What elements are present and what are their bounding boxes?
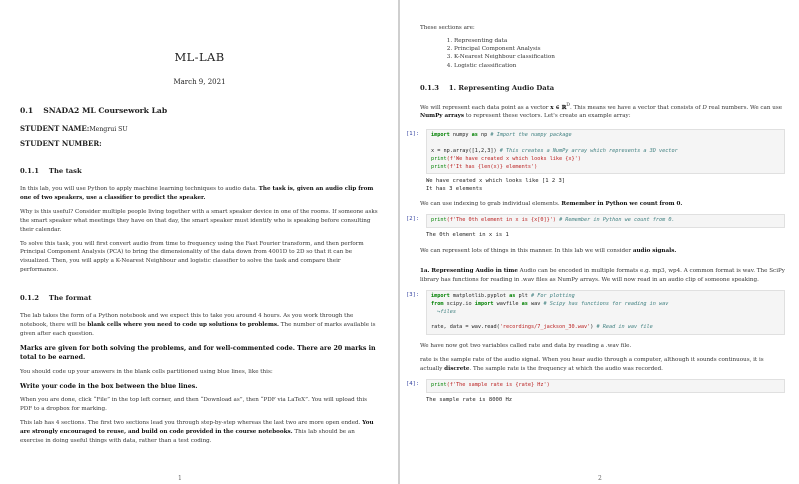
format-paragraph-1 — [20, 312, 379, 339]
code-comment: # For plotting — [530, 293, 575, 300]
text-run: to represent these vectors. Let's create an example array: — [464, 113, 631, 120]
code-input[interactable] — [426, 379, 785, 393]
text-run: . The sample rate is the frequency at which the audio was recorded. — [469, 366, 663, 373]
sections-intro: These sections are: — [420, 25, 475, 31]
student-number-label: STUDENT NUMBER: — [20, 139, 102, 148]
section-heading — [20, 106, 379, 115]
audio-paragraph-2 — [420, 200, 785, 209]
cell-prompt: [4]: — [406, 381, 420, 387]
code-text: rate, data = wav.read( — [431, 324, 500, 331]
page-number: 1 — [178, 475, 182, 482]
list-item: 2. Principal Component Analysis — [454, 45, 785, 53]
list-item: 4. Logistic classification — [454, 62, 785, 70]
bold-term: discrete — [444, 366, 470, 373]
section-title: SNADA2 ML Coursework Lab — [43, 106, 168, 115]
audio-paragraph-6 — [420, 356, 785, 374]
code-keyword: import — [431, 132, 450, 139]
format-paragraph-3: You should code up your answers in the blank cells partitioned using blue lines, like this: — [20, 368, 273, 375]
subsection-title: The format — [48, 294, 92, 303]
code-comment: # Import the numpy package — [490, 132, 572, 139]
subsection-title: 1. Representing Audio Data — [448, 83, 555, 92]
subsection-number: 0.1.2 — [20, 294, 39, 303]
cell-output-4: The sample rate is 8000 Hz — [426, 396, 513, 403]
bold-term: 1a. Representing Audio in time — [420, 268, 518, 275]
cell-prompt: [1]: — [406, 131, 420, 138]
code-cell-3[interactable] — [406, 290, 785, 335]
format-paragraph-5: When you are done, click “File” in the top left corner, and then “Download as”, then “PDF via LaTeX”. You will upload this PDF to a dropbox for marking. — [20, 397, 367, 412]
student-number-row — [20, 139, 379, 148]
student-name-row — [20, 124, 379, 133]
code-keyword: as — [471, 132, 478, 139]
math-symbol: D — [702, 104, 707, 111]
document-date: March 9, 2021 — [173, 78, 226, 86]
audio-paragraph-4 — [420, 267, 785, 285]
code-text: plt — [515, 293, 531, 300]
student-name-value: Mengrui SU — [89, 126, 128, 133]
format-p6-bold: You are strongly encouraged to reuse, and build on code provided in the course notebooks. — [20, 419, 374, 435]
subsection-heading-audio — [420, 84, 785, 92]
code-string: (f'We have created x which looks like {x}') — [446, 155, 581, 162]
sections-list — [420, 37, 785, 70]
audio-paragraph-1 — [420, 102, 785, 122]
code-builtin: print — [431, 155, 447, 162]
code-comment: # Scipy has functions for reading in wav — [543, 301, 669, 308]
code-text: scipy.io — [443, 301, 475, 308]
text-run: rate is the sample rate of the audio signal. When you hear audio through a computer, although it sounds continuous, it is actually — [420, 357, 764, 373]
format-paragraph-6 — [20, 419, 379, 446]
code-builtin: print — [431, 163, 447, 170]
format-p1-text: The lab takes the form of a Python notebook and we expect this to take you around 4 hours. As you work through the notebook, there will be — [20, 313, 354, 329]
code-keyword: import — [474, 301, 494, 308]
cell-prompt: [2]: — [406, 216, 420, 223]
format-p4-bold: Write your code in the box between the blue lines. — [20, 382, 198, 390]
code-input[interactable] — [426, 129, 785, 174]
document-title: ML-LAB — [174, 50, 225, 64]
code-keyword: as — [509, 293, 516, 300]
format-p2-bold: Marks are given for both solving the problems, and for well-commented code. There are 20 marks in total to be earned. — [20, 344, 376, 362]
bold-term: NumPy arrays — [420, 113, 465, 120]
audio-paragraph-5: We have now got two variables called rate and data by reading a .wav file. — [420, 343, 632, 350]
code-text: np — [477, 132, 491, 139]
code-cell-1[interactable] — [406, 129, 785, 174]
document-page-2 — [400, 0, 799, 484]
code-cell-4[interactable] — [406, 379, 785, 393]
task-paragraph-3: To solve this task, you will first convert audio from time to frequency using the Fast Fourier transform, and then perform Principal Component Analysis (PCA) to bring the dimensionality of the data down from 4001D to 2D so that it can be visualized. Then, you will apply a K-Nearest Neighbour and logistic classifier to solve the task and compare their performance. — [20, 240, 364, 274]
text-run: Audio can be encoded in multiple formats e.g. mp3, wp4. A common format is wav. The SciPy library has functions for reading in .wav files as NumPy arrays. We will now read in an audio clip of someone speaking. — [420, 268, 785, 284]
cell-prompt: [3]: — [406, 292, 420, 299]
format-paragraph-2 — [20, 344, 379, 363]
code-string: 'recordings/7_jackson_30.wav' — [499, 324, 591, 331]
list-item: 3. K-Nearest Neighbour classification — [454, 53, 785, 61]
text-run: We will represent each data point as a vector — [420, 104, 551, 111]
code-input[interactable] — [426, 214, 785, 228]
code-keyword: as — [521, 301, 528, 308]
audio-paragraph-3 — [420, 247, 785, 256]
task-paragraph-2: Why is this useful? Consider multiple people living together with a smart speaker device in one of the rooms. If someone asks the smart speaker what meetings they have on that day, the smart speaker must identify who is speaking before consulting their calendar. — [20, 208, 378, 233]
code-comment: # Remember in Python we count from 0. — [559, 217, 675, 224]
task-p1-bold: The task is, given an audio clip from one of two speakers, use a classifier to predict the speaker. — [20, 186, 374, 201]
list-item: 1. Representing data — [454, 37, 785, 45]
document-page-1 — [0, 0, 398, 484]
task-paragraph-1 — [20, 185, 379, 203]
code-comment: ↪files — [431, 308, 456, 315]
subsection-number: 0.1.3 — [420, 83, 439, 92]
format-p1-tail: The number of marks available is given after each question. — [20, 322, 376, 337]
code-comment: # Read in wav file — [596, 324, 653, 331]
output-line: We have created x which looks like [1 2 3] — [426, 178, 566, 185]
subsection-title: The task — [48, 167, 82, 175]
task-p1-text: In this lab, you will use Python to apply machine learning techniques to audio data. — [20, 186, 259, 192]
code-comment: # This creates a NumPy array which represents a 3D vector — [499, 147, 678, 154]
code-keyword: from — [431, 301, 444, 308]
code-builtin: print — [431, 217, 447, 224]
text-run: . This means we have a vector that consists of — [570, 104, 703, 111]
code-text: x = np.array([1,2,3]) — [431, 147, 500, 154]
code-text: numpy — [449, 132, 472, 139]
bold-term: audio signals. — [632, 247, 677, 254]
format-p6-tail: This lab should be an exercise in doing useful things with data, rather than a test coding. — [20, 428, 355, 444]
code-string: (f'It has {len(x)} elements') — [446, 163, 538, 170]
text-run: We can use indexing to grab individual elements. — [420, 201, 562, 208]
vector-symbol: x ∈ ℝ — [550, 104, 567, 111]
code-cell-2[interactable] — [406, 214, 785, 228]
code-input[interactable] — [426, 290, 785, 335]
subsection-number: 0.1.1 — [20, 167, 39, 175]
cell-output-2: The 0th element in x is 1 — [426, 232, 509, 239]
format-p1-bold: blank cells where you need to code up solutions to problems. — [87, 322, 280, 329]
subsection-heading-task — [20, 167, 379, 175]
code-keyword: import — [431, 293, 450, 300]
bold-term: Remember in Python we count from 0. — [561, 201, 683, 208]
output-line: It has 3 elements — [426, 185, 483, 192]
code-string: (f'The 0th element in x is {x[0]}') — [446, 217, 560, 224]
code-string: (f'The sample rate is {rate} Hz') — [446, 382, 550, 388]
section-number: 0.1 — [20, 106, 34, 115]
code-text: wav — [527, 301, 544, 308]
page-number: 2 — [598, 475, 602, 482]
code-builtin: print — [431, 382, 447, 388]
text-run: real numbers. We can use — [706, 104, 783, 111]
superscript: D — [566, 102, 571, 108]
subsection-heading-format — [20, 294, 379, 302]
code-text: matplotlib.pyplot — [449, 293, 510, 300]
code-text: wavfile — [493, 301, 522, 308]
code-text: ) — [590, 324, 597, 331]
student-name-label: STUDENT NAME: — [20, 124, 90, 133]
cell-output-1 — [426, 178, 785, 193]
format-p6-text: This lab has 4 sections. The first two sections lead you through step-by-step whereas the last two are more open ended. — [20, 419, 363, 426]
format-paragraph-4 — [20, 382, 379, 391]
text-run: We can represent lots of things in this manner. In this lab we will consider — [420, 247, 633, 254]
